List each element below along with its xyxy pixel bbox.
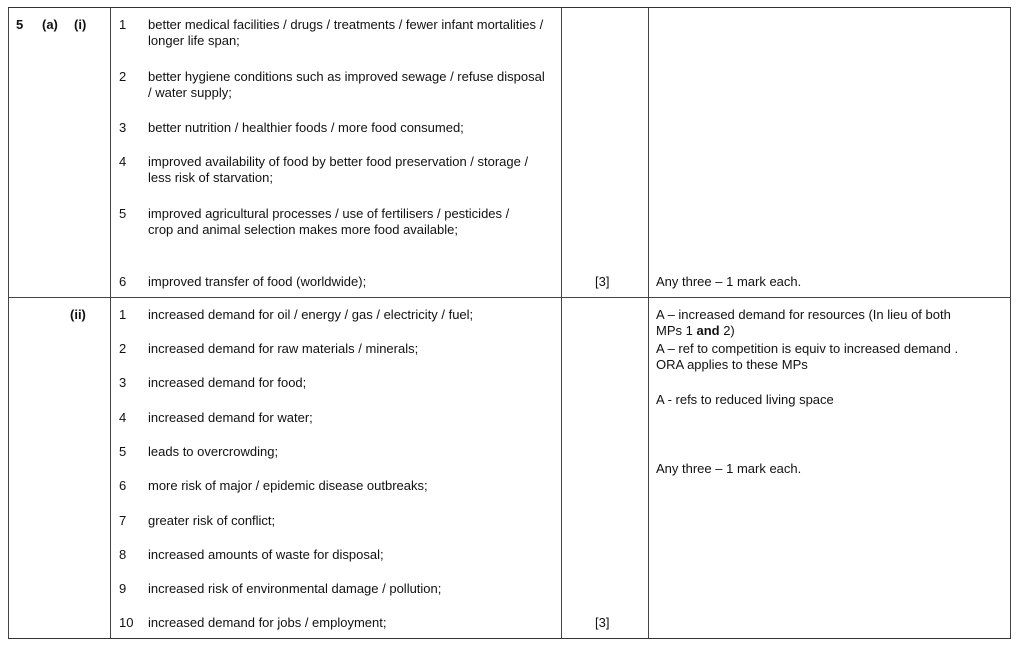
guidance-line: ORA applies to these MPs xyxy=(656,357,808,372)
answer-text: increased risk of environmental damage / pollution; xyxy=(148,581,442,596)
table-border-left xyxy=(8,8,9,638)
answer-text: better nutrition / healthier foods / more food consumed; xyxy=(148,120,464,135)
mark-scheme-table xyxy=(8,7,1011,639)
guidance-line: A – increased demand for resources (In lieu of both xyxy=(656,307,951,322)
answer-number: 2 xyxy=(119,341,127,356)
part-ii-marks: [3] xyxy=(595,615,610,630)
answer-text: increased demand for food; xyxy=(148,375,307,390)
question-subpart-i: (i) xyxy=(74,17,87,32)
answer-text: better medical facilities / drugs / treatments / fewer infant mortalities / longer life span; xyxy=(148,17,544,48)
column-divider xyxy=(110,8,111,638)
guidance-text: MPs 1 xyxy=(656,323,697,338)
answer-text: increased demand for water; xyxy=(148,410,313,425)
part-i-guidance: Any three – 1 mark each. xyxy=(656,274,802,289)
answer-number: 6 xyxy=(119,274,127,289)
answer-number: 1 xyxy=(119,17,127,32)
answer-text: improved availability of food by better food preservation / storage / less risk of starvation; xyxy=(148,154,529,185)
answer-text: increased demand for jobs / employment; xyxy=(148,615,387,630)
answer-number: 7 xyxy=(119,513,127,528)
answer-number: 8 xyxy=(119,547,127,562)
guidance-line: A – ref to competition is equiv to increased demand . xyxy=(656,341,959,356)
answer-text: improved transfer of food (worldwide); xyxy=(148,274,367,289)
answer-number: 3 xyxy=(119,120,127,135)
answer-text: increased demand for oil / energy / gas / electricity / fuel; xyxy=(148,307,474,322)
guidance-line: A - refs to reduced living space xyxy=(656,392,834,407)
question-subpart-ii: (ii) xyxy=(70,307,86,322)
table-border-right xyxy=(1010,8,1011,638)
answer-number: 6 xyxy=(119,478,127,493)
question-number: 5 xyxy=(16,17,24,32)
guidance-line: Any three – 1 mark each. xyxy=(656,461,802,476)
answer-text: improved agricultural processes / use of fertilisers / pesticides / crop and animal selection makes more food available; xyxy=(148,206,510,237)
guidance-text: 2) xyxy=(719,323,735,338)
part-i-marks: [3] xyxy=(595,274,610,289)
answer-text: better hygiene conditions such as improved sewage / refuse disposal / water supply; xyxy=(148,69,545,100)
guidance-emphasis: and xyxy=(696,323,720,338)
answer-number: 2 xyxy=(119,69,127,84)
answer-number: 3 xyxy=(119,375,127,390)
answer-text: increased demand for raw materials / minerals; xyxy=(148,341,419,356)
answer-number: 10 xyxy=(119,615,134,630)
guidance-line xyxy=(656,323,735,339)
answer-text: leads to overcrowding; xyxy=(148,444,279,459)
answer-number: 1 xyxy=(119,307,127,322)
answer-number: 5 xyxy=(119,206,127,221)
answer-number: 4 xyxy=(119,410,127,425)
answer-number: 9 xyxy=(119,581,127,596)
row-divider xyxy=(8,297,1011,298)
question-part: (a) xyxy=(42,17,58,32)
answer-number: 4 xyxy=(119,154,127,169)
answer-text: more risk of major / epidemic disease outbreaks; xyxy=(148,478,428,493)
column-divider xyxy=(648,8,649,638)
answer-text: increased amounts of waste for disposal; xyxy=(148,547,384,562)
answer-text: greater risk of conflict; xyxy=(148,513,276,528)
column-divider xyxy=(561,8,562,638)
answer-number: 5 xyxy=(119,444,127,459)
